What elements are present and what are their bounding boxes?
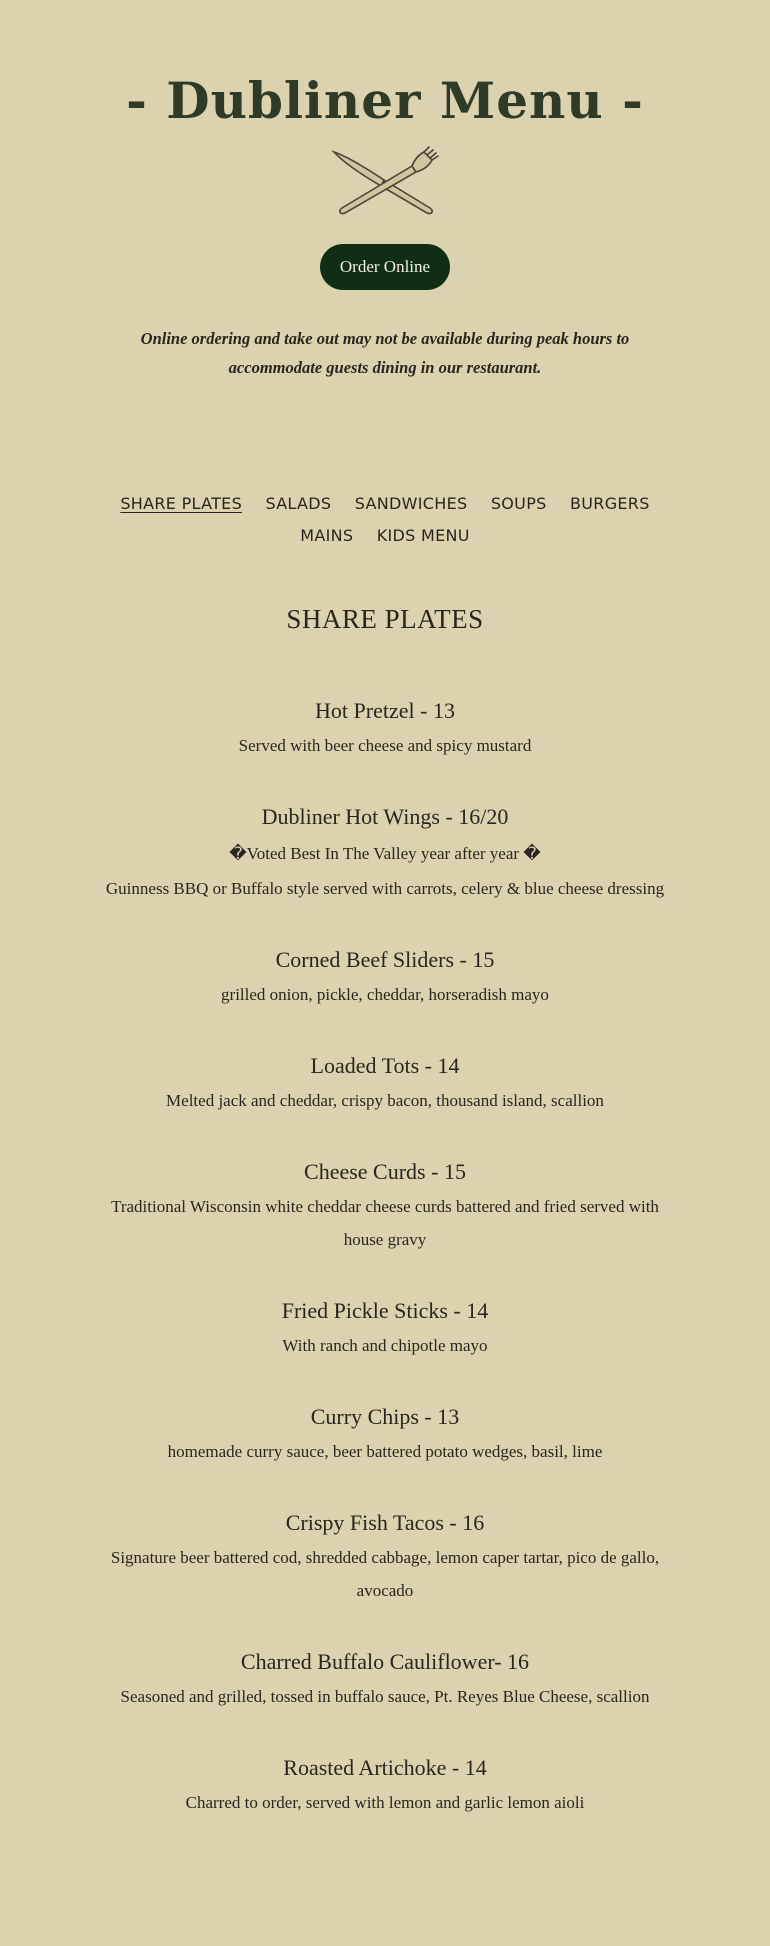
- item-description: Seasoned and grilled, tossed in buffalo sauce, Pt. Reyes Blue Cheese, scallion: [120, 1687, 650, 1706]
- nav-tab-mains[interactable]: MAINS: [300, 526, 354, 545]
- menu-item: [90, 1401, 680, 1468]
- section-title: SHARE PLATES: [286, 604, 484, 634]
- menu-item: [90, 1646, 680, 1713]
- item-name: Cheese Curds - 15: [304, 1159, 466, 1184]
- item-name: Crispy Fish Tacos - 16: [285, 1510, 485, 1535]
- item-description: Melted jack and cheddar, crispy bacon, thousand island, scallion: [166, 1091, 604, 1110]
- menu-item: [90, 1156, 680, 1256]
- menu-items-list: [0, 695, 770, 1819]
- menu-item: [90, 801, 680, 905]
- ordering-notice: Online ordering and take out may not be available during peak hours to accommodate guests dining in our restaurant.: [140, 329, 630, 377]
- item-name: Charred Buffalo Cauliflower- 16: [240, 1649, 530, 1674]
- item-name: Hot Pretzel - 13: [315, 698, 455, 723]
- item-description: Charred to order, served with lemon and garlic lemon aioli: [185, 1793, 585, 1812]
- item-name: Roasted Artichoke - 14: [283, 1755, 487, 1780]
- menu-item: [90, 1295, 680, 1362]
- item-name: Fried Pickle Sticks - 14: [281, 1298, 489, 1323]
- item-description: With ranch and chipotle mayo: [282, 1336, 488, 1355]
- item-name: Curry Chips - 13: [310, 1404, 460, 1429]
- item-description: Served with beer cheese and spicy mustard: [238, 736, 532, 755]
- knife-fork-icon: [326, 146, 444, 218]
- menu-category-nav: [105, 488, 665, 552]
- item-name: Dubliner Hot Wings - 16/20: [261, 804, 509, 829]
- menu-item: [90, 695, 680, 762]
- order-online-button[interactable]: Order Online: [320, 244, 450, 290]
- menu-item: [90, 1050, 680, 1117]
- item-name: Corned Beef Sliders - 15: [275, 947, 495, 972]
- nav-tab-salads[interactable]: SALADS: [265, 494, 332, 513]
- item-description: grilled onion, pickle, cheddar, horseradish mayo: [221, 985, 549, 1004]
- menu-item: [90, 1507, 680, 1607]
- nav-tab-share-plates[interactable]: SHARE PLATES: [120, 494, 243, 513]
- item-description: Guinness BBQ or Buffalo style served with carrots, celery & blue cheese dressing: [105, 879, 665, 898]
- item-description: homemade curry sauce, beer battered potato wedges, basil, lime: [167, 1442, 603, 1461]
- nav-tab-soups[interactable]: SOUPS: [490, 494, 547, 513]
- item-description: Traditional Wisconsin white cheddar cheese curds battered and fried served with house gravy: [111, 1197, 659, 1249]
- menu-item: [90, 1752, 680, 1819]
- nav-tab-sandwiches[interactable]: SANDWICHES: [354, 494, 468, 513]
- menu-item: [90, 944, 680, 1011]
- nav-tab-burgers[interactable]: BURGERS: [569, 494, 650, 513]
- nav-tab-kids-menu[interactable]: KIDS MENU: [376, 526, 470, 545]
- page-title: - Dubliner Menu -: [126, 71, 644, 130]
- item-name: Loaded Tots - 14: [310, 1053, 460, 1078]
- item-note: �Voted Best In The Valley year after year �: [229, 844, 541, 863]
- item-description: Signature beer battered cod, shredded cabbage, lemon caper tartar, pico de gallo, avocado: [110, 1548, 660, 1600]
